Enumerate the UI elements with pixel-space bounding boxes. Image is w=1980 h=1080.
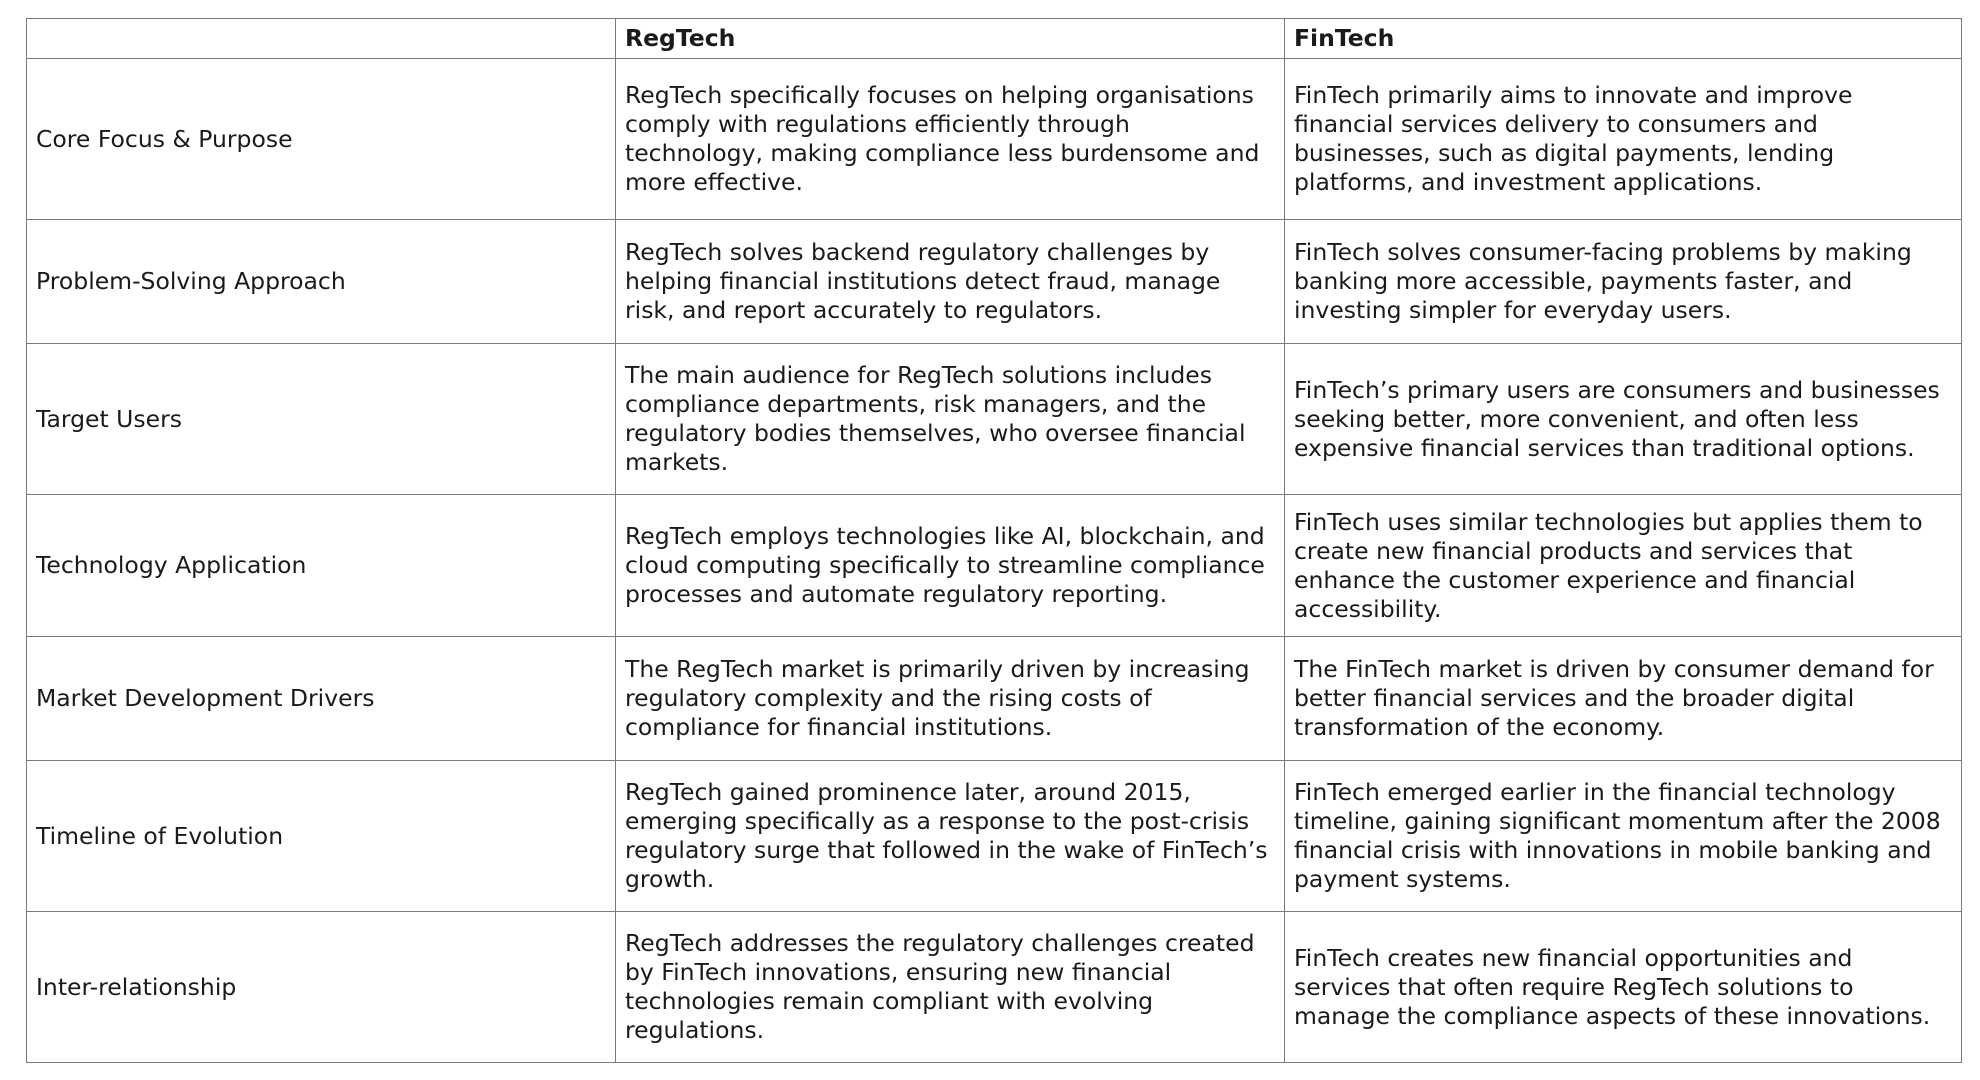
row-label: Target Users	[27, 344, 616, 495]
header-fintech: FinTech	[1285, 19, 1962, 59]
fintech-cell: FinTech primarily aims to innovate and improve financial services delivery to consumers and businesses, such as digital payments, lending platforms, and investment applications.	[1285, 59, 1962, 220]
fintech-cell: FinTech creates new financial opportunities and services that often require RegTech solutions to manage the compliance aspects of these innovations.	[1285, 912, 1962, 1063]
row-label: Inter-relationship	[27, 912, 616, 1063]
table-row	[27, 344, 1962, 495]
comparison-table	[26, 18, 1962, 1063]
table-row	[27, 912, 1962, 1063]
table-row	[27, 220, 1962, 344]
row-label: Core Focus & Purpose	[27, 59, 616, 220]
row-label: Problem-Solving Approach	[27, 220, 616, 344]
regtech-cell: RegTech addresses the regulatory challenges created by FinTech innovations, ensuring new financial technologies remain compliant with evolving regulations.	[616, 912, 1285, 1063]
regtech-cell: The RegTech market is primarily driven by increasing regulatory complexity and the rising costs of compliance for financial institutions.	[616, 637, 1285, 761]
row-label: Market Development Drivers	[27, 637, 616, 761]
fintech-cell: FinTech emerged earlier in the financial technology timeline, gaining significant momentum after the 2008 financial crisis with innovations in mobile banking and payment systems.	[1285, 761, 1962, 912]
table-row	[27, 495, 1962, 637]
fintech-cell: The FinTech market is driven by consumer demand for better financial services and the broader digital transformation of the economy.	[1285, 637, 1962, 761]
table-row	[27, 637, 1962, 761]
table-header-row	[27, 19, 1962, 59]
table-row	[27, 59, 1962, 220]
regtech-cell: RegTech employs technologies like AI, blockchain, and cloud computing specifically to streamline compliance processes and automate regulatory reporting.	[616, 495, 1285, 637]
header-blank-cell	[27, 19, 616, 59]
fintech-cell: FinTech’s primary users are consumers and businesses seeking better, more convenient, and often less expensive financial services than traditional options.	[1285, 344, 1962, 495]
table-row	[27, 761, 1962, 912]
regtech-cell: RegTech solves backend regulatory challenges by helping financial institutions detect fraud, manage risk, and report accurately to regulators.	[616, 220, 1285, 344]
fintech-cell: FinTech uses similar technologies but applies them to create new financial products and services that enhance the customer experience and financial accessibility.	[1285, 495, 1962, 637]
regtech-cell: RegTech specifically focuses on helping organisations comply with regulations efficiently through technology, making compliance less burdensome and more effective.	[616, 59, 1285, 220]
row-label: Technology Application	[27, 495, 616, 637]
row-label: Timeline of Evolution	[27, 761, 616, 912]
fintech-cell: FinTech solves consumer-facing problems by making banking more accessible, payments faster, and investing simpler for everyday users.	[1285, 220, 1962, 344]
header-regtech: RegTech	[616, 19, 1285, 59]
regtech-cell: The main audience for RegTech solutions includes compliance departments, risk managers, and the regulatory bodies themselves, who oversee financial markets.	[616, 344, 1285, 495]
regtech-cell: RegTech gained prominence later, around 2015, emerging specifically as a response to the post-crisis regulatory surge that followed in the wake of FinTech’s growth.	[616, 761, 1285, 912]
